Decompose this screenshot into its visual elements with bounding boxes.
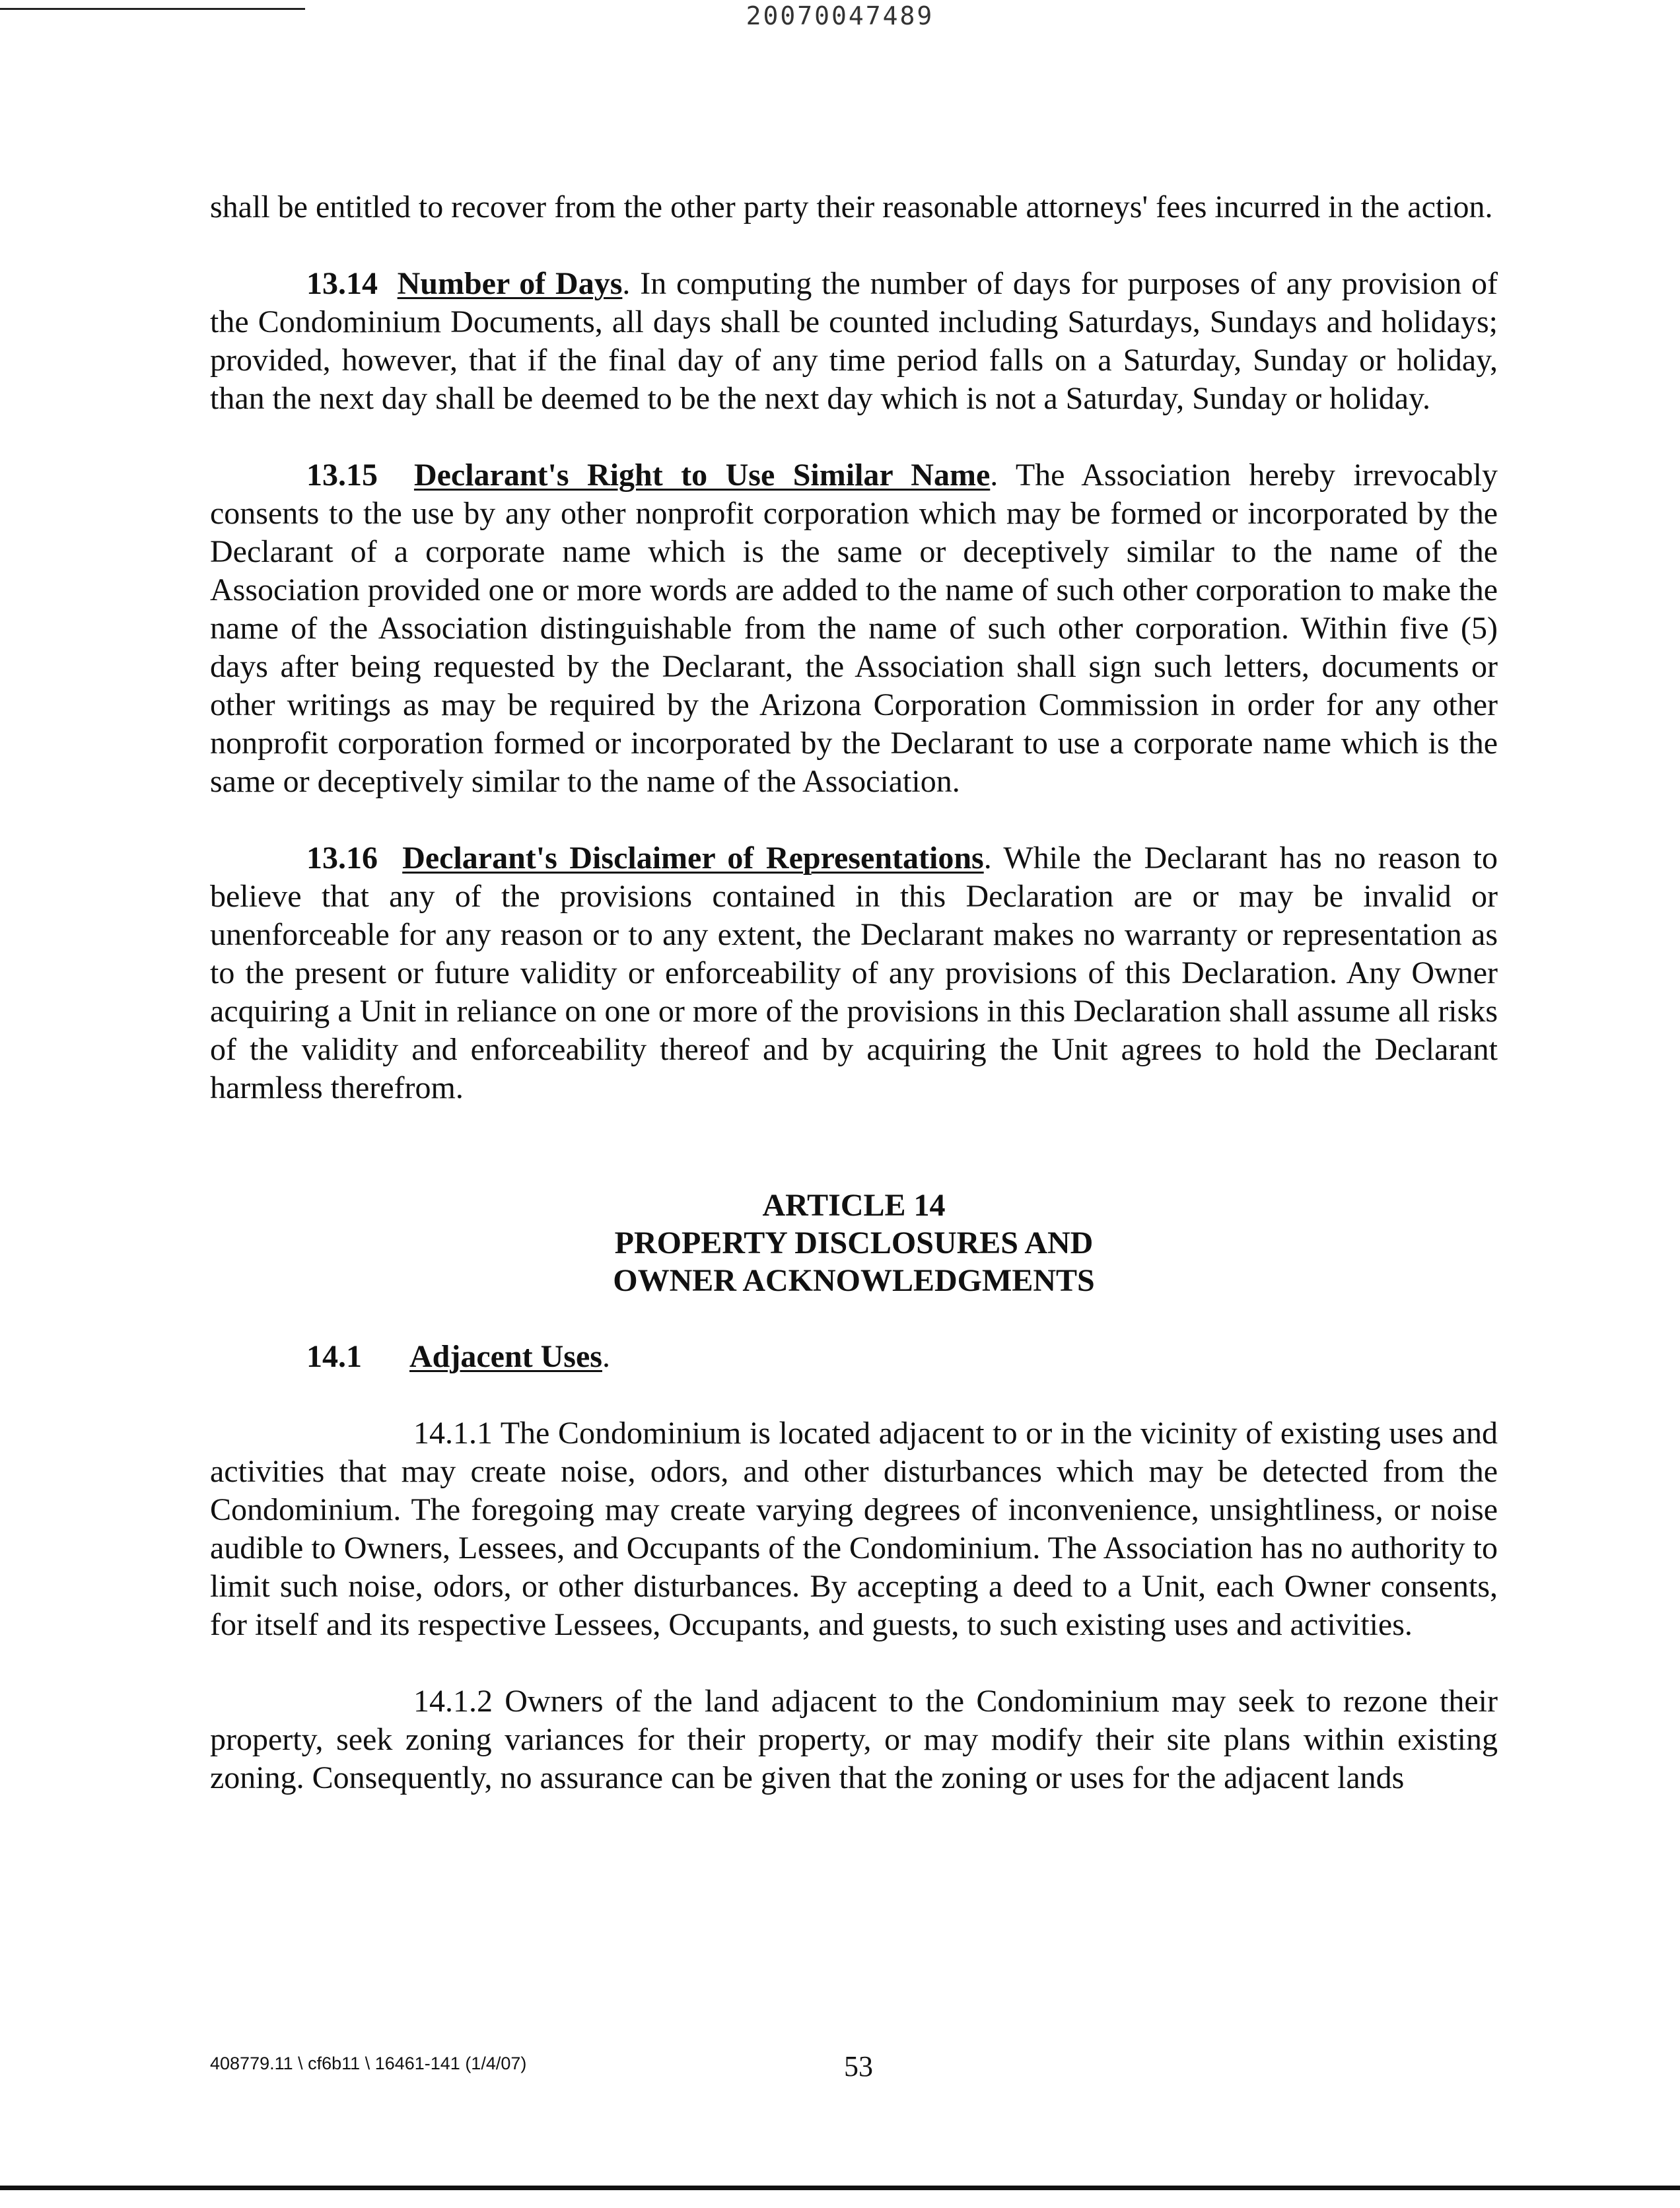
document-body xyxy=(210,188,1498,1836)
section-13-16-paragraph xyxy=(210,839,1498,1107)
section-title: Adjacent Uses xyxy=(409,1339,602,1374)
page-number: 53 xyxy=(844,2050,873,2083)
continuation-paragraph: shall be entitled to recover from the other party their reasonable attorneys' fees incurred in the action. xyxy=(210,190,1493,224)
section-text: . While the Declarant has no reason to believe that any of the provisions contained in this Declaration are or may be invalid or unenforceable for any reason or to any extent, the Declarant makes no warranty or representation as to the present or future validity or enforceability of any provisions of this Declaration. Any Owner acquiring a Unit in reliance on one or more of the provisions in this Declaration shall assume all risks of the validity and enforceability thereof and by acquiring the Unit agrees to hold the Declarant harmless therefrom. xyxy=(210,841,1498,1105)
section-14-1-1-paragraph: 14.1.1 The Condominium is located adjacent to or in the vicinity of existing uses and activities that may create noise, odors, and other disturbances which may be detected from the Condominium. The foregoing may create varying degrees of inconvenience, unsightliness, or noise audible to Owners, Lessees, and Occupants of the Condominium. The Association has no authority to limit such noise, odors, or other disturbances. By accepting a deed to a Unit, each Owner consents, for itself and its respective Lessees, Occupants, and guests, to such existing uses and activities. xyxy=(210,1416,1498,1642)
footer-document-reference: 408779.11 \ cf6b11 \ 16461-141 (1/4/07) xyxy=(210,2053,527,2073)
article-heading-line: PROPERTY DISCLOSURES AND xyxy=(614,1225,1094,1260)
article-heading-line: OWNER ACKNOWLEDGMENTS xyxy=(613,1263,1095,1298)
section-title: Declarant's Right to Use Similar Name xyxy=(413,458,991,493)
section-number: 13.15 xyxy=(306,458,378,493)
section-text: . In computing the number of days for purposes of any provision of the Condominium Documents, all days shall be counted including Saturdays, Sundays and holidays; provided, however, that if the final day of any time period falls on a Saturday, Sunday or holiday, than the next day shall be deemed to be the next day which is not a Saturday, Sunday or holiday. xyxy=(210,266,1498,416)
section-title-suffix: . xyxy=(602,1339,610,1374)
section-title: Number of Days xyxy=(397,266,623,301)
section-13-15-paragraph xyxy=(210,456,1498,801)
section-title: Declarant's Disclaimer of Representations xyxy=(402,841,984,876)
section-number: 13.16 xyxy=(306,841,378,876)
article-14-heading xyxy=(210,1187,1498,1299)
section-14-1-heading xyxy=(210,1338,1498,1376)
article-heading-line: ARTICLE 14 xyxy=(762,1188,946,1223)
section-13-14-paragraph xyxy=(210,265,1498,418)
document-number: 20070047489 xyxy=(746,1,934,30)
section-14-1-2-paragraph: 14.1.2 Owners of the land adjacent to the Condominium may seek to rezone their property, seek zoning variances for their property, or may modify their site plans within existing zoning. Consequently, no assurance can be given that the zoning or uses for the adjacent lands xyxy=(210,1684,1498,1795)
section-number: 13.14 xyxy=(306,266,378,301)
section-text: . The Association hereby irrevocably consents to the use by any other nonprofit corporation which may be formed or incorporated by the Declarant of a corporate name which is the same or deceptively similar to the name of the Association provided one or more words are added to the name of such other corporation to make the name of the Association distinguishable from the name of such other corporation. Within five (5) days after being requested by the Declarant, the Association shall sign such letters, documents or other writings as may be required by the Arizona Corporation Commission in order for any other nonprofit corporation formed or incorporated by the Declarant to use a corporate name which is the same or deceptively similar to the name of the Association. xyxy=(210,458,1498,799)
bottom-rule xyxy=(0,2186,1680,2190)
section-number: 14.1 xyxy=(306,1339,362,1374)
